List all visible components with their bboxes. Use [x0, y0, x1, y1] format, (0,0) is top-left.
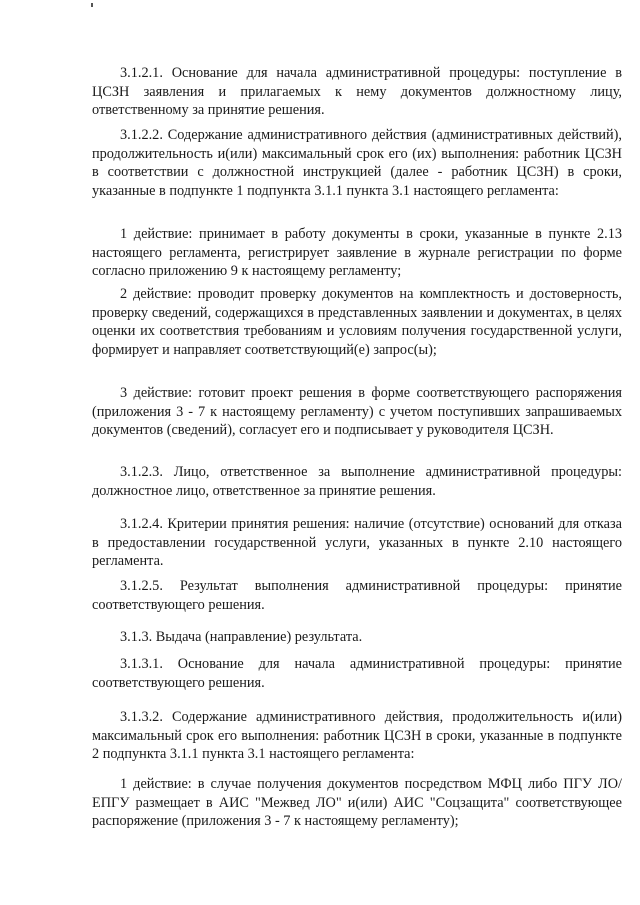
scan-mark [91, 3, 93, 7]
paragraph-3-1-3-2: 3.1.3.2. Содержание административного действия, продолжительность и(или) максимальный срок его выполнения: работник ЦСЗН в сроки, указанные в подпункте 2 подпункта 3.1.1 пункта 3.1 настоящего регламента: [92, 709, 622, 763]
paragraph-action-1: 1 действие: принимает в работу документы в сроки, указанные в пункте 2.13 настоящего регламента, регистрирует заявление в журнале регистрации по форме согласно приложению 9 к настоящему регламенту; [92, 226, 622, 280]
paragraph-3-1-2-1: 3.1.2.1. Основание для начала административной процедуры: поступление в ЦСЗН заявления и прилагаемых к нему документов должностному лицу, ответственному за принятие решения. [92, 65, 622, 119]
paragraph-action-3: 3 действие: готовит проект решения в форме соответствующего распоряжения (приложения 3 - 7 к настоящему регламенту) с учетом поступивших запрашиваемых документов (сведений), согласует его и подписывает у руководителя ЦСЗН. [92, 385, 622, 439]
paragraph-3-1-2-5: 3.1.2.5. Результат выполнения административной процедуры: принятие соответствующего решения. [92, 578, 622, 613]
paragraph-3-1-2-4: 3.1.2.4. Критерии принятия решения: наличие (отсутствие) оснований для отказа в предоставлении государственной услуги, указанных в пункте 2.10 настоящего регламента. [92, 516, 622, 570]
paragraph-3-1-2-3: 3.1.2.3. Лицо, ответственное за выполнение административной процедуры: должностное лицо, ответственное за принятие решения. [92, 464, 622, 499]
paragraph-3-1-3: 3.1.3. Выдача (направление) результата. [120, 629, 363, 645]
paragraph-3-1-3-1: 3.1.3.1. Основание для начала административной процедуры: принятие соответствующего решения. [92, 656, 622, 691]
paragraph-3-1-3-2-action-1: 1 действие: в случае получения документов посредством МФЦ либо ПГУ ЛО/ЕПГУ размещает в АИС "Межвед ЛО" и(или) АИС "Соцзащита" соответствующее распоряжение (приложения 3 - 7 к настоящему регламенту); [92, 776, 622, 830]
paragraph-action-2: 2 действие: проводит проверку документов на комплектность и достоверность, проверку сведений, содержащихся в представленных заявлении и документах, в целях оценки их соответствия требованиям и условиям получения государственной услуги, формирует и направляет соответствующий(е) запрос(ы); [92, 286, 622, 358]
paragraph-3-1-2-2: 3.1.2.2. Содержание административного действия (административных действий), продолжительность и(или) максимальный срок его (их) выполнения: работник ЦСЗН в соответствии с должностной инструкцией (далее - работник ЦСЗН) в сроки, указанные в подпункте 1 подпункта 3.1.1 пункта 3.1 настоящего регламента: [92, 127, 622, 199]
